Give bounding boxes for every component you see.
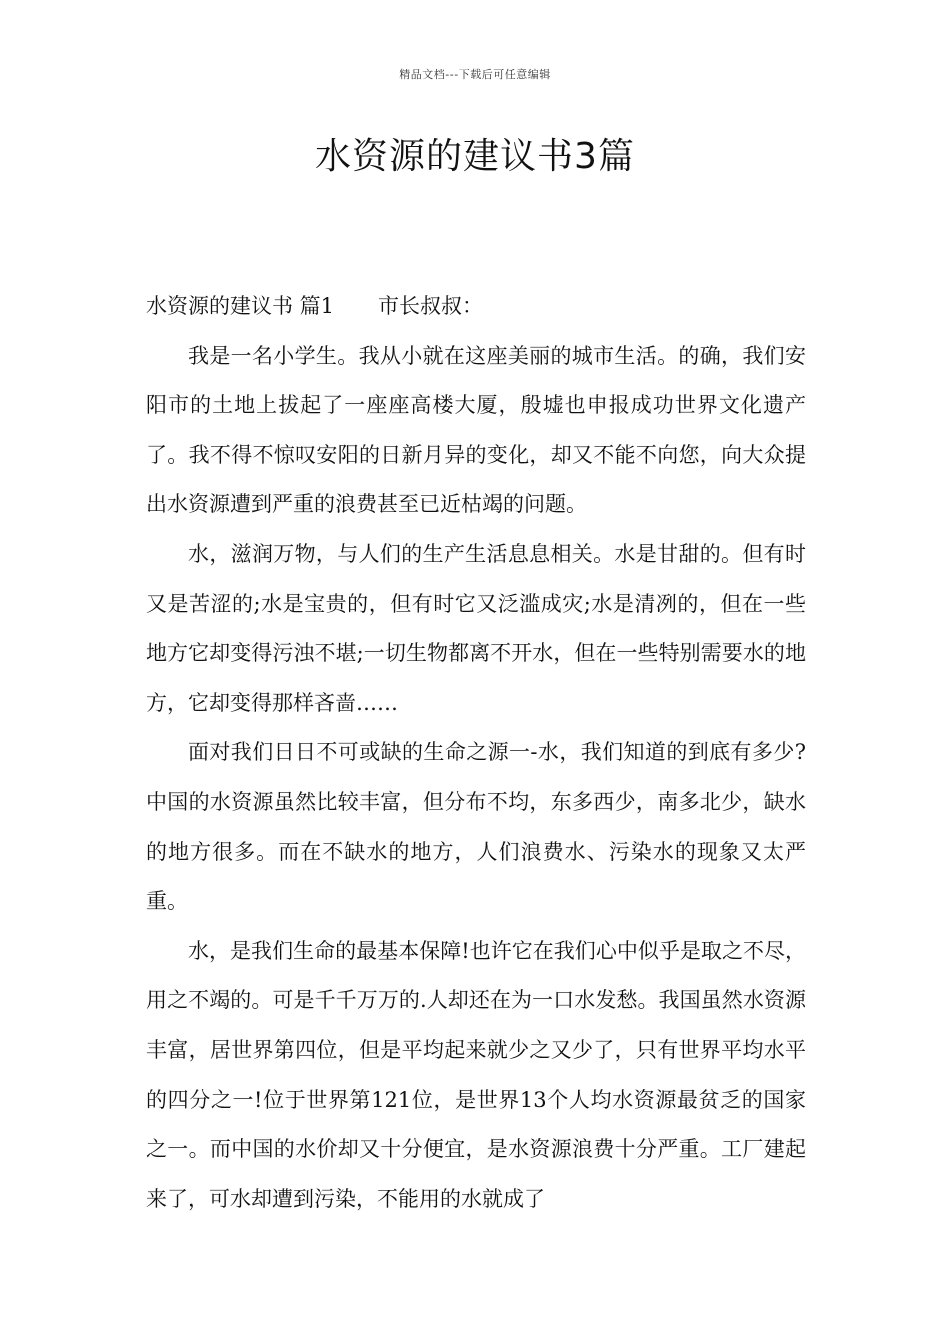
paragraph-2: 水，滋润万物，与人们的生产生活息息相关。水是甘甜的。但有时又是苦涩的;水是宝贵的，但有时它又泛滥成灾;水是清冽的，但在一些地方它却变得污浊不堪;一切生物都离不开水，但在一些特别需要水的地方，它却变得那样吝啬…… <box>146 541 806 715</box>
document-title: 水资源的建议书3篇 <box>315 136 635 177</box>
salutation: 市长叔叔： <box>378 294 484 318</box>
paragraph-4: 水，是我们生命的最基本保障!也许它在我们心中似乎是取之不尽，用之不竭的。可是千千万万的.人却还在为一口水发愁。我国虽然水资源丰富，居世界第四位，但是平均起来就少之又少了，只有世界平均水平的四分之一!位于世界第121位，是世界13个人均水资源最贫乏的国家之一。而中国的水价却又十分便宜，是水资源浪费十分严重。工厂建起来了，可水却遭到污染，不能用的水就成了 <box>146 938 806 1211</box>
opening-line <box>146 282 806 332</box>
paragraph-3: 面对我们日日不可或缺的生命之源一-水，我们知道的到底有多少?中国的水资源虽然比较丰富，但分布不均，东多西少，南多北少，缺水的地方很多。而在不缺水的地方，人们浪费水、污染水的现象又太严重。 <box>146 740 806 914</box>
paragraph-1: 我是一名小学生。我从小就在这座美丽的城市生活。的确，我们安阳市的土地上拔起了一座座高楼大厦，殷墟也申报成功世界文化遗产了。我不得不惊叹安阳的日新月异的变化，却又不能不向您，向大众提出水资源遭到严重的浪费甚至已近枯竭的问题。 <box>146 343 806 517</box>
document-body <box>146 282 806 1224</box>
header-note: 精品文档---下载后可任意编辑 <box>399 68 551 81</box>
section-label: 水资源的建议书 篇1 <box>146 294 335 318</box>
